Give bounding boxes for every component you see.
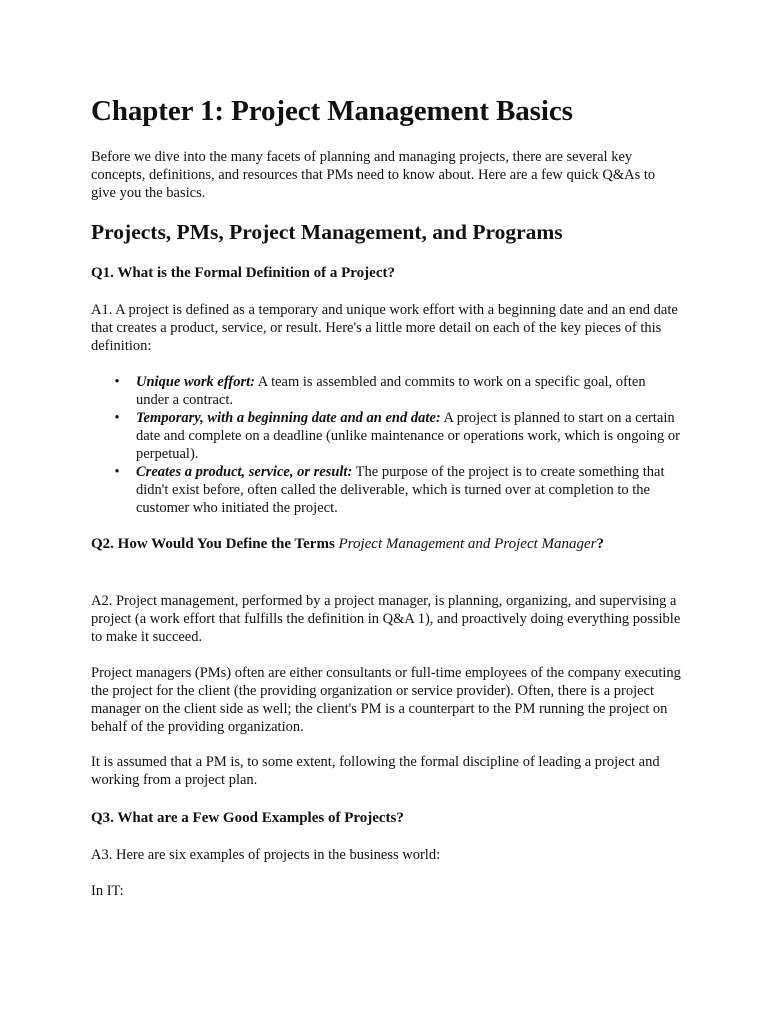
q2-heading-emphasis: Project Management and Project Manager bbox=[338, 536, 597, 552]
a3-paragraph: A3. Here are six examples of projects in the business world: bbox=[91, 847, 441, 863]
list-item bbox=[91, 409, 681, 463]
chapter-title: Chapter 1: Project Management Basics bbox=[91, 95, 573, 127]
intro-paragraph: Before we dive into the many facets of planning and managing projects, there are several key concepts, definitions, and resources that PMs need to know about. Here are a few quick Q&As to give you the basics. bbox=[91, 149, 656, 201]
list-item bbox=[91, 373, 681, 409]
bullet-text: A team is assembled and commits to work on a specific goal, often under a contract. bbox=[136, 374, 646, 408]
list-item bbox=[91, 463, 681, 517]
in-it-label: In IT: bbox=[91, 883, 124, 899]
q2-heading-end: ? bbox=[596, 536, 605, 552]
bullet-text: The purpose of the project is to create something that didn't exist before, often called the deliverable, which is turned over at completion to the customer who initiated the project. bbox=[136, 464, 665, 516]
bullet-term: Unique work effort: bbox=[136, 374, 255, 390]
q2-heading-start: Q2. How Would You Define the Terms bbox=[91, 536, 335, 552]
a2-paragraph: A2. Project management, performed by a project manager, is planning, organizing, and supervising a project (a work effort that fulfills the definition in Q&A 1), and proactively doing everything possible to make it succeed. bbox=[91, 593, 681, 645]
pm-paragraph: Project managers (PMs) often are either consultants or full-time employees of the company executing the project for the client (the providing organization or service provider). Often, there is a project manager on the client side as well; the client's PM is a counterpart to the PM running the project on behalf of the providing organization. bbox=[91, 665, 681, 735]
definition-bullet-list bbox=[91, 373, 681, 517]
pm-assumption-paragraph: It is assumed that a PM is, to some extent, following the formal discipline of leading a project and working from a project plan. bbox=[91, 754, 660, 788]
q1-heading: Q1. What is the Formal Definition of a Project? bbox=[91, 265, 395, 281]
bullet-icon: • bbox=[114, 374, 120, 390]
bullet-icon: • bbox=[114, 464, 120, 480]
q2-heading bbox=[91, 534, 651, 554]
bullet-icon: • bbox=[114, 410, 120, 426]
a1-paragraph: A1. A project is defined as a temporary and unique work effort with a beginning date and an end date that creates a product, service, or result. Here's a little more detail on each of the key pieces of this definition: bbox=[91, 302, 678, 354]
bullet-term: Creates a product, service, or result: bbox=[136, 464, 353, 480]
bullet-term: Temporary, with a beginning date and an end date: bbox=[136, 410, 441, 426]
bullet-text: A project is planned to start on a certain date and complete on a deadline (unlike maintenance or operations work, which is ongoing or perpetual). bbox=[136, 410, 680, 462]
section-heading: Projects, PMs, Project Management, and Programs bbox=[91, 220, 563, 244]
q3-heading: Q3. What are a Few Good Examples of Projects? bbox=[91, 810, 404, 826]
